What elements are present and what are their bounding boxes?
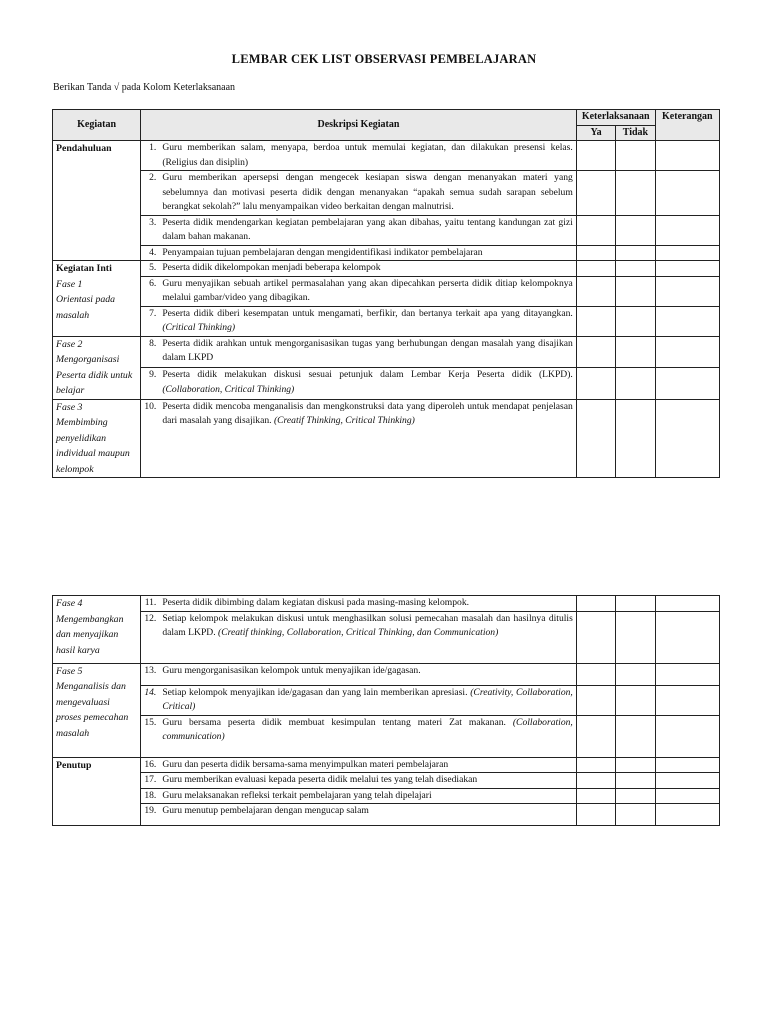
check-tidak-2[interactable] <box>616 171 655 216</box>
check-ya-6[interactable] <box>576 276 615 306</box>
check-tidak-19[interactable] <box>616 804 655 826</box>
fase-1-label: Fase 1 Orientasi pada masalah <box>56 278 116 321</box>
header-keterlaksanaan: Keterlaksanaan <box>576 110 655 126</box>
check-ya-1[interactable] <box>576 141 615 171</box>
header-keterangan: Keterangan <box>655 110 719 141</box>
check-tidak-11[interactable] <box>616 596 655 612</box>
check-ya-7[interactable] <box>576 306 615 336</box>
keterangan-5[interactable] <box>655 261 719 277</box>
page-title: LEMBAR CEK LIST OBSERVASI PEMBELAJARAN <box>231 52 537 66</box>
check-ya-11[interactable] <box>576 596 615 612</box>
item-description: Peserta didik mendengarkan kegiatan pembelajaran yang akan dibahas, yaitu tentang kandungan zat gizi dalam bahan makanan. <box>159 215 576 245</box>
section-kegiatan-inti <box>53 261 141 337</box>
check-tidak-12[interactable] <box>616 611 655 663</box>
check-ya-2[interactable] <box>576 171 615 216</box>
check-tidak-15[interactable] <box>616 715 655 757</box>
check-tidak-14[interactable] <box>616 685 655 715</box>
check-tidak-10[interactable] <box>616 399 655 478</box>
keterangan-1[interactable] <box>655 141 719 171</box>
check-tidak-6[interactable] <box>616 276 655 306</box>
item-number: 19. <box>141 804 160 826</box>
section-penutup <box>53 757 141 826</box>
check-tidak-16[interactable] <box>616 757 655 773</box>
check-tidak-9[interactable] <box>616 368 655 400</box>
item-number: 4. <box>141 245 160 261</box>
fase-5-label: Fase 5 Menganalisis dan mengevaluasi proses pemecahan masalah <box>56 665 129 739</box>
header-ya: Ya <box>576 125 615 141</box>
item-description: Peserta didik dibimbing dalam kegiatan diskusi pada masing-masing kelompok. <box>159 596 576 612</box>
item-description: Guru dan peserta didik bersama-sama menyimpulkan materi pembelajaran <box>159 757 576 773</box>
keterangan-12[interactable] <box>655 611 719 663</box>
item-description: Guru melaksanakan refleksi terkait pembelajaran yang telah dipelajari <box>159 788 576 804</box>
check-ya-16[interactable] <box>576 757 615 773</box>
item-description: Guru bersama peserta didik membuat kesimpulan tentang materi Zat makanan. (Collaboration, communication) <box>159 715 576 757</box>
item-number: 16. <box>141 757 160 773</box>
fase-4-label: Fase 4 Mengembangkan dan menyajikan hasil karya <box>56 598 124 656</box>
check-ya-4[interactable] <box>576 245 615 261</box>
keterangan-10[interactable] <box>655 399 719 478</box>
check-tidak-4[interactable] <box>616 245 655 261</box>
keterangan-8[interactable] <box>655 336 719 368</box>
check-ya-5[interactable] <box>576 261 615 277</box>
check-tidak-1[interactable] <box>616 141 655 171</box>
header-tidak: Tidak <box>616 125 655 141</box>
item-description: Peserta didik dikelompokan menjadi beberapa kelompok <box>159 261 576 277</box>
item-number: 13. <box>141 663 160 685</box>
item-number: 3. <box>141 215 160 245</box>
item-description: Guru mengorganisasikan kelompok untuk menyajikan ide/gagasan. <box>159 663 576 685</box>
check-ya-12[interactable] <box>576 611 615 663</box>
item-number: 10. <box>141 399 160 478</box>
check-tidak-8[interactable] <box>616 336 655 368</box>
keterangan-2[interactable] <box>655 171 719 216</box>
section-fase-5 <box>53 663 141 757</box>
check-tidak-18[interactable] <box>616 788 655 804</box>
section-pendahuluan <box>53 141 141 261</box>
keterangan-11[interactable] <box>655 596 719 612</box>
item-number: 1. <box>141 141 160 171</box>
item-number: 6. <box>141 276 160 306</box>
item-number: 12. <box>141 611 160 663</box>
header-kegiatan: Kegiatan <box>53 110 141 141</box>
check-tidak-5[interactable] <box>616 261 655 277</box>
section-fase-2 <box>53 336 141 399</box>
keterangan-15[interactable] <box>655 715 719 757</box>
item-description: Peserta didik diberi kesempatan untuk mengamati, berfikir, dan bertanya terkait apa yang ditayangkan. (Critical Thinking) <box>159 306 576 336</box>
item-description: Peserta didik mencoba menganalisis dan mengkonstruksi data yang diperoleh untuk mendapat penjelasan dari masalah yang disajikan. (Creatif Thinking, Critical Thinking) <box>159 399 576 478</box>
section-label: Kegiatan Inti <box>56 263 112 274</box>
item-number: 18. <box>141 788 160 804</box>
item-description: Guru menutup pembelajaran dengan mengucap salam <box>159 804 576 826</box>
check-ya-10[interactable] <box>576 399 615 478</box>
keterangan-17[interactable] <box>655 773 719 789</box>
item-description: Peserta didik arahkan untuk mengorganisasikan tugas yang berhubungan dengan masalah yang disajikan dalam LKPD <box>159 336 576 368</box>
check-ya-14[interactable] <box>576 685 615 715</box>
keterangan-16[interactable] <box>655 757 719 773</box>
keterangan-9[interactable] <box>655 368 719 400</box>
item-number: 14. <box>141 685 160 715</box>
item-description: Setiap kelompok menyajikan ide/gagasan dan yang lain memberikan apresiasi. (Creativity, Collaboration, Critical) <box>159 685 576 715</box>
check-ya-17[interactable] <box>576 773 615 789</box>
item-description: Guru memberikan salam, menyapa, berdoa untuk memulai kegiatan, dan dilakukan presensi kelas. (Religius dan disiplin) <box>159 141 576 171</box>
item-number: 7. <box>141 306 160 336</box>
keterangan-18[interactable] <box>655 788 719 804</box>
item-number: 2. <box>141 171 160 216</box>
keterangan-3[interactable] <box>655 215 719 245</box>
item-number: 11. <box>141 596 160 612</box>
check-tidak-3[interactable] <box>616 215 655 245</box>
fase-2-label: Fase 2 Mengorganisasi Peserta didik untuk belajar <box>56 338 133 396</box>
keterangan-19[interactable] <box>655 804 719 826</box>
check-ya-3[interactable] <box>576 215 615 245</box>
check-tidak-13[interactable] <box>616 663 655 685</box>
section-fase-4 <box>53 596 141 664</box>
keterangan-13[interactable] <box>655 663 719 685</box>
instruction-text: Berikan Tanda √ pada Kolom Keterlaksanaan <box>53 82 236 93</box>
header-deskripsi: Deskripsi Kegiatan <box>141 110 577 141</box>
fase-3-label: Fase 3 Membimbing penyelidikan individual maupun kelompok <box>56 401 130 475</box>
check-ya-8[interactable] <box>576 336 615 368</box>
item-description: Guru memberikan evaluasi kepada peserta didik melalui tes yang telah disediakan <box>159 773 576 789</box>
section-label: Pendahuluan <box>56 143 112 154</box>
item-description: Guru memberikan apersepsi dengan mengecek kesiapan siswa dengan menanyakan materi yang sebelumnya dan motivasi peserta didik dengan menanyakan “apakah semua sudah sarapan sebelum berangkat sekolah?” lalu menyampaikan video berkaitan dengan malnutrisi. <box>159 171 576 216</box>
check-ya-18[interactable] <box>576 788 615 804</box>
keterangan-7[interactable] <box>655 306 719 336</box>
keterangan-4[interactable] <box>655 245 719 261</box>
item-description: Guru menyajikan sebuah artikel permasalahan yang akan dipecahkan perserta didik ditiap kelompoknya melalui gambar/video yang dibagikan. <box>159 276 576 306</box>
item-number: 9. <box>141 368 160 400</box>
check-ya-13[interactable] <box>576 663 615 685</box>
check-ya-15[interactable] <box>576 715 615 757</box>
check-tidak-17[interactable] <box>616 773 655 789</box>
keterangan-6[interactable] <box>655 276 719 306</box>
check-tidak-7[interactable] <box>616 306 655 336</box>
item-number: 5. <box>141 261 160 277</box>
check-ya-19[interactable] <box>576 804 615 826</box>
keterangan-14[interactable] <box>655 685 719 715</box>
item-description: Peserta didik melakukan diskusi sesuai petunjuk dalam Lembar Kerja Peserta didik (LKPD). (Collaboration, Critical Thinking) <box>159 368 576 400</box>
section-fase-3 <box>53 399 141 478</box>
item-number: 17. <box>141 773 160 789</box>
observation-table-part-2 <box>52 595 720 826</box>
item-number: 15. <box>141 715 160 757</box>
item-description: Penyampaian tujuan pembelajaran dengan mengidentifikasi indikator pembelajaran <box>159 245 576 261</box>
observation-table-part-1 <box>52 109 720 478</box>
item-number: 8. <box>141 336 160 368</box>
item-description: Setiap kelompok melakukan diskusi untuk menghasilkan solusi pemecahan masalah dan hasilnya ditulis dalam LKPD. (Creatif thinking, Collaboration, Critical Thinking, dan Communication) <box>159 611 576 663</box>
check-ya-9[interactable] <box>576 368 615 400</box>
section-label: Penutup <box>56 759 92 771</box>
